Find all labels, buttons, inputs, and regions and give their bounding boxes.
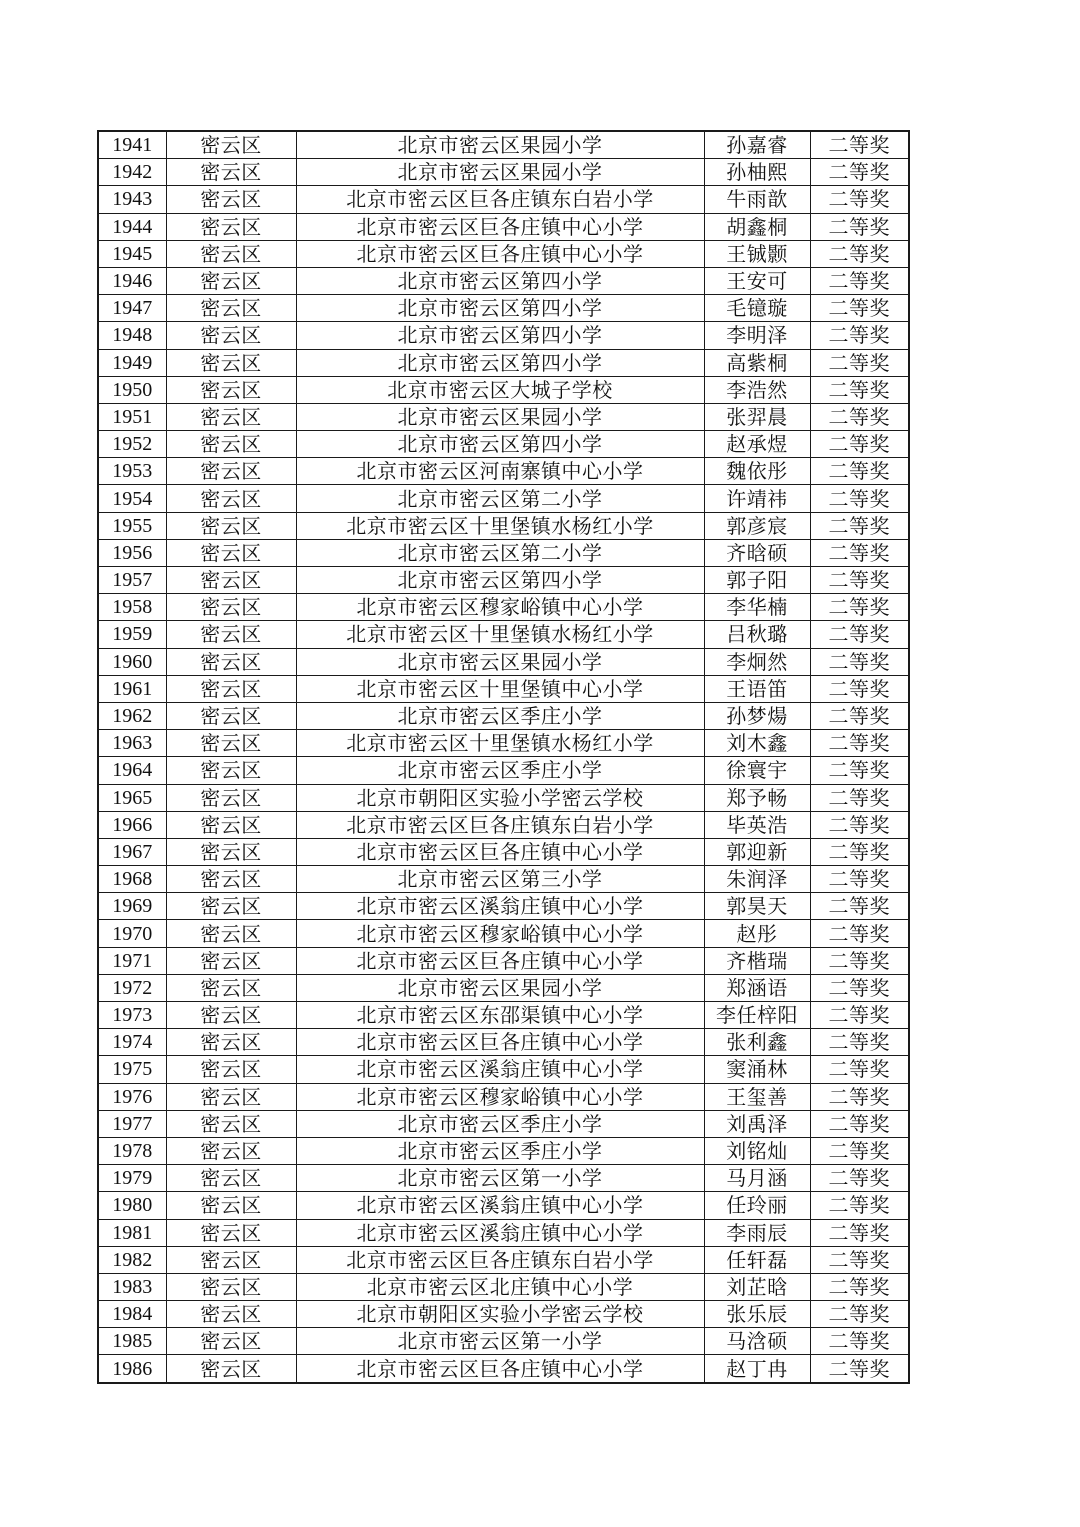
cell-number: 1949 bbox=[98, 349, 166, 376]
cell-student-name: 胡鑫桐 bbox=[704, 213, 810, 240]
cell-school: 北京市密云区果园小学 bbox=[296, 648, 704, 675]
cell-school: 北京市密云区巨各庄镇东白岩小学 bbox=[296, 186, 704, 213]
cell-student-name: 王铖颢 bbox=[704, 240, 810, 267]
table-row bbox=[98, 1192, 909, 1219]
cell-school: 北京市密云区第三小学 bbox=[296, 866, 704, 893]
cell-student-name: 王安可 bbox=[704, 267, 810, 294]
cell-number: 1980 bbox=[98, 1192, 166, 1219]
cell-number: 1950 bbox=[98, 376, 166, 403]
cell-number: 1969 bbox=[98, 893, 166, 920]
table-row bbox=[98, 838, 909, 865]
cell-school: 北京市密云区巨各庄镇中心小学 bbox=[296, 213, 704, 240]
cell-student-name: 李雨辰 bbox=[704, 1219, 810, 1246]
cell-district: 密云区 bbox=[166, 267, 296, 294]
cell-award: 二等奖 bbox=[810, 512, 909, 539]
cell-student-name: 马月涵 bbox=[704, 1165, 810, 1192]
cell-student-name: 郭迎新 bbox=[704, 838, 810, 865]
cell-number: 1986 bbox=[98, 1355, 166, 1383]
cell-district: 密云区 bbox=[166, 186, 296, 213]
table-row bbox=[98, 1110, 909, 1137]
cell-district: 密云区 bbox=[166, 349, 296, 376]
cell-award: 二等奖 bbox=[810, 702, 909, 729]
cell-award: 二等奖 bbox=[810, 594, 909, 621]
cell-number: 1981 bbox=[98, 1219, 166, 1246]
cell-school: 北京市密云区第一小学 bbox=[296, 1328, 704, 1355]
cell-student-name: 郭子阳 bbox=[704, 567, 810, 594]
cell-award: 二等奖 bbox=[810, 1328, 909, 1355]
table-row bbox=[98, 757, 909, 784]
cell-district: 密云区 bbox=[166, 431, 296, 458]
cell-award: 二等奖 bbox=[810, 811, 909, 838]
cell-award: 二等奖 bbox=[810, 267, 909, 294]
cell-award: 二等奖 bbox=[810, 539, 909, 566]
cell-number: 1963 bbox=[98, 730, 166, 757]
cell-student-name: 齐楷瑞 bbox=[704, 947, 810, 974]
cell-district: 密云区 bbox=[166, 594, 296, 621]
cell-district: 密云区 bbox=[166, 376, 296, 403]
table-row bbox=[98, 431, 909, 458]
cell-number: 1985 bbox=[98, 1328, 166, 1355]
cell-district: 密云区 bbox=[166, 947, 296, 974]
cell-school: 北京市密云区穆家峪镇中心小学 bbox=[296, 594, 704, 621]
cell-district: 密云区 bbox=[166, 567, 296, 594]
cell-school: 北京市密云区北庄镇中心小学 bbox=[296, 1273, 704, 1300]
cell-school: 北京市密云区十里堡镇水杨红小学 bbox=[296, 621, 704, 648]
cell-number: 1979 bbox=[98, 1165, 166, 1192]
cell-student-name: 张乐辰 bbox=[704, 1301, 810, 1328]
cell-number: 1946 bbox=[98, 267, 166, 294]
table-row bbox=[98, 186, 909, 213]
cell-student-name: 朱润泽 bbox=[704, 866, 810, 893]
cell-number: 1953 bbox=[98, 458, 166, 485]
cell-school: 北京市密云区第二小学 bbox=[296, 485, 704, 512]
cell-school: 北京市密云区穆家峪镇中心小学 bbox=[296, 1083, 704, 1110]
cell-student-name: 李浩然 bbox=[704, 376, 810, 403]
cell-number: 1984 bbox=[98, 1301, 166, 1328]
cell-student-name: 孙柚熙 bbox=[704, 159, 810, 186]
table-row bbox=[98, 974, 909, 1001]
cell-student-name: 郑涵语 bbox=[704, 974, 810, 1001]
cell-award: 二等奖 bbox=[810, 1056, 909, 1083]
cell-district: 密云区 bbox=[166, 893, 296, 920]
cell-award: 二等奖 bbox=[810, 431, 909, 458]
cell-school: 北京市密云区季庄小学 bbox=[296, 757, 704, 784]
cell-school: 北京市密云区巨各庄镇东白岩小学 bbox=[296, 811, 704, 838]
table-row bbox=[98, 458, 909, 485]
cell-school: 北京市朝阳区实验小学密云学校 bbox=[296, 1301, 704, 1328]
cell-number: 1960 bbox=[98, 648, 166, 675]
cell-award: 二等奖 bbox=[810, 621, 909, 648]
cell-student-name: 郭昊天 bbox=[704, 893, 810, 920]
cell-number: 1978 bbox=[98, 1137, 166, 1164]
cell-award: 二等奖 bbox=[810, 1165, 909, 1192]
cell-district: 密云区 bbox=[166, 458, 296, 485]
cell-award: 二等奖 bbox=[810, 1192, 909, 1219]
cell-student-name: 任轩磊 bbox=[704, 1246, 810, 1273]
cell-number: 1973 bbox=[98, 1002, 166, 1029]
cell-student-name: 牛雨歆 bbox=[704, 186, 810, 213]
cell-school: 北京市密云区果园小学 bbox=[296, 403, 704, 430]
cell-school: 北京市密云区巨各庄镇东白岩小学 bbox=[296, 1246, 704, 1273]
cell-school: 北京市密云区果园小学 bbox=[296, 159, 704, 186]
cell-district: 密云区 bbox=[166, 485, 296, 512]
cell-district: 密云区 bbox=[166, 1165, 296, 1192]
table-row bbox=[98, 131, 909, 159]
cell-district: 密云区 bbox=[166, 1246, 296, 1273]
table-row bbox=[98, 1029, 909, 1056]
table-row bbox=[98, 1056, 909, 1083]
cell-district: 密云区 bbox=[166, 240, 296, 267]
cell-number: 1966 bbox=[98, 811, 166, 838]
cell-school: 北京市密云区第四小学 bbox=[296, 322, 704, 349]
cell-award: 二等奖 bbox=[810, 1083, 909, 1110]
cell-award: 二等奖 bbox=[810, 757, 909, 784]
cell-award: 二等奖 bbox=[810, 784, 909, 811]
cell-school: 北京市密云区东邵渠镇中心小学 bbox=[296, 1002, 704, 1029]
cell-award: 二等奖 bbox=[810, 186, 909, 213]
cell-number: 1965 bbox=[98, 784, 166, 811]
table-row bbox=[98, 1083, 909, 1110]
cell-number: 1952 bbox=[98, 431, 166, 458]
cell-school: 北京市密云区第四小学 bbox=[296, 567, 704, 594]
cell-student-name: 郑予畅 bbox=[704, 784, 810, 811]
cell-number: 1971 bbox=[98, 947, 166, 974]
cell-award: 二等奖 bbox=[810, 974, 909, 1001]
cell-school: 北京市密云区果园小学 bbox=[296, 974, 704, 1001]
cell-student-name: 高紫桐 bbox=[704, 349, 810, 376]
cell-district: 密云区 bbox=[166, 1029, 296, 1056]
award-table-body bbox=[98, 131, 909, 1383]
table-row bbox=[98, 811, 909, 838]
cell-student-name: 毛镱璇 bbox=[704, 295, 810, 322]
cell-student-name: 李任梓阳 bbox=[704, 1002, 810, 1029]
cell-student-name: 许靖祎 bbox=[704, 485, 810, 512]
table-row bbox=[98, 1273, 909, 1300]
cell-award: 二等奖 bbox=[810, 1110, 909, 1137]
cell-award: 二等奖 bbox=[810, 893, 909, 920]
cell-award: 二等奖 bbox=[810, 1246, 909, 1273]
table-row bbox=[98, 594, 909, 621]
cell-student-name: 郭彦宸 bbox=[704, 512, 810, 539]
table-row bbox=[98, 1219, 909, 1246]
cell-district: 密云区 bbox=[166, 811, 296, 838]
cell-number: 1975 bbox=[98, 1056, 166, 1083]
cell-district: 密云区 bbox=[166, 1273, 296, 1300]
cell-district: 密云区 bbox=[166, 702, 296, 729]
table-row bbox=[98, 648, 909, 675]
cell-number: 1958 bbox=[98, 594, 166, 621]
cell-school: 北京市密云区第四小学 bbox=[296, 267, 704, 294]
cell-student-name: 孙梦煬 bbox=[704, 702, 810, 729]
cell-school: 北京市密云区溪翁庄镇中心小学 bbox=[296, 1192, 704, 1219]
cell-district: 密云区 bbox=[166, 1301, 296, 1328]
cell-school: 北京市密云区巨各庄镇中心小学 bbox=[296, 1355, 704, 1383]
cell-student-name: 吕秋璐 bbox=[704, 621, 810, 648]
cell-school: 北京市朝阳区实验小学密云学校 bbox=[296, 784, 704, 811]
table-row bbox=[98, 213, 909, 240]
cell-school: 北京市密云区河南寨镇中心小学 bbox=[296, 458, 704, 485]
table-row bbox=[98, 1002, 909, 1029]
cell-number: 1947 bbox=[98, 295, 166, 322]
cell-school: 北京市密云区第四小学 bbox=[296, 295, 704, 322]
cell-district: 密云区 bbox=[166, 1192, 296, 1219]
cell-school: 北京市密云区十里堡镇水杨红小学 bbox=[296, 730, 704, 757]
cell-district: 密云区 bbox=[166, 1137, 296, 1164]
cell-award: 二等奖 bbox=[810, 322, 909, 349]
cell-number: 1944 bbox=[98, 213, 166, 240]
cell-number: 1977 bbox=[98, 1110, 166, 1137]
cell-award: 二等奖 bbox=[810, 240, 909, 267]
cell-district: 密云区 bbox=[166, 838, 296, 865]
cell-district: 密云区 bbox=[166, 1328, 296, 1355]
cell-number: 1959 bbox=[98, 621, 166, 648]
cell-school: 北京市密云区十里堡镇水杨红小学 bbox=[296, 512, 704, 539]
cell-award: 二等奖 bbox=[810, 866, 909, 893]
cell-number: 1957 bbox=[98, 567, 166, 594]
cell-district: 密云区 bbox=[166, 539, 296, 566]
cell-number: 1976 bbox=[98, 1083, 166, 1110]
cell-award: 二等奖 bbox=[810, 1219, 909, 1246]
cell-award: 二等奖 bbox=[810, 213, 909, 240]
cell-number: 1968 bbox=[98, 866, 166, 893]
cell-school: 北京市密云区季庄小学 bbox=[296, 1137, 704, 1164]
cell-district: 密云区 bbox=[166, 512, 296, 539]
cell-student-name: 赵丁冉 bbox=[704, 1355, 810, 1383]
cell-award: 二等奖 bbox=[810, 838, 909, 865]
cell-district: 密云区 bbox=[166, 1355, 296, 1383]
table-row bbox=[98, 349, 909, 376]
table-row bbox=[98, 376, 909, 403]
cell-school: 北京市密云区巨各庄镇中心小学 bbox=[296, 947, 704, 974]
cell-student-name: 张羿晨 bbox=[704, 403, 810, 430]
cell-number: 1967 bbox=[98, 838, 166, 865]
cell-student-name: 孙嘉睿 bbox=[704, 131, 810, 159]
cell-school: 北京市密云区大城子学校 bbox=[296, 376, 704, 403]
table-row bbox=[98, 1165, 909, 1192]
table-row bbox=[98, 322, 909, 349]
table-row bbox=[98, 403, 909, 430]
cell-school: 北京市密云区果园小学 bbox=[296, 131, 704, 159]
table-row bbox=[98, 267, 909, 294]
cell-award: 二等奖 bbox=[810, 947, 909, 974]
cell-student-name: 徐寰宇 bbox=[704, 757, 810, 784]
cell-award: 二等奖 bbox=[810, 458, 909, 485]
table-row bbox=[98, 1137, 909, 1164]
table-row bbox=[98, 1301, 909, 1328]
table-row bbox=[98, 784, 909, 811]
cell-student-name: 马浛硕 bbox=[704, 1328, 810, 1355]
cell-school: 北京市密云区第一小学 bbox=[296, 1165, 704, 1192]
cell-award: 二等奖 bbox=[810, 1355, 909, 1383]
table-row bbox=[98, 893, 909, 920]
cell-award: 二等奖 bbox=[810, 349, 909, 376]
cell-number: 1955 bbox=[98, 512, 166, 539]
cell-district: 密云区 bbox=[166, 295, 296, 322]
cell-school: 北京市密云区十里堡镇中心小学 bbox=[296, 675, 704, 702]
table-row bbox=[98, 295, 909, 322]
cell-school: 北京市密云区第四小学 bbox=[296, 431, 704, 458]
table-row bbox=[98, 947, 909, 974]
award-table bbox=[97, 130, 910, 1384]
cell-district: 密云区 bbox=[166, 1110, 296, 1137]
cell-number: 1962 bbox=[98, 702, 166, 729]
cell-district: 密云区 bbox=[166, 322, 296, 349]
cell-number: 1970 bbox=[98, 920, 166, 947]
cell-school: 北京市密云区第四小学 bbox=[296, 349, 704, 376]
table-row bbox=[98, 240, 909, 267]
cell-district: 密云区 bbox=[166, 920, 296, 947]
cell-number: 1982 bbox=[98, 1246, 166, 1273]
cell-number: 1948 bbox=[98, 322, 166, 349]
cell-number: 1951 bbox=[98, 403, 166, 430]
cell-district: 密云区 bbox=[166, 974, 296, 1001]
cell-student-name: 李华楠 bbox=[704, 594, 810, 621]
cell-student-name: 王语笛 bbox=[704, 675, 810, 702]
cell-school: 北京市密云区第二小学 bbox=[296, 539, 704, 566]
table-row bbox=[98, 621, 909, 648]
cell-award: 二等奖 bbox=[810, 1029, 909, 1056]
cell-award: 二等奖 bbox=[810, 675, 909, 702]
table-row bbox=[98, 1355, 909, 1383]
cell-district: 密云区 bbox=[166, 648, 296, 675]
cell-number: 1956 bbox=[98, 539, 166, 566]
table-row bbox=[98, 567, 909, 594]
cell-number: 1954 bbox=[98, 485, 166, 512]
cell-district: 密云区 bbox=[166, 1219, 296, 1246]
cell-district: 密云区 bbox=[166, 213, 296, 240]
cell-school: 北京市密云区巨各庄镇中心小学 bbox=[296, 1029, 704, 1056]
cell-number: 1972 bbox=[98, 974, 166, 1001]
cell-award: 二等奖 bbox=[810, 1301, 909, 1328]
cell-district: 密云区 bbox=[166, 403, 296, 430]
cell-number: 1983 bbox=[98, 1273, 166, 1300]
table-row bbox=[98, 159, 909, 186]
cell-student-name: 魏依彤 bbox=[704, 458, 810, 485]
cell-school: 北京市密云区溪翁庄镇中心小学 bbox=[296, 1219, 704, 1246]
cell-student-name: 齐晗硕 bbox=[704, 539, 810, 566]
table-row bbox=[98, 1246, 909, 1273]
cell-number: 1945 bbox=[98, 240, 166, 267]
cell-number: 1974 bbox=[98, 1029, 166, 1056]
cell-award: 二等奖 bbox=[810, 376, 909, 403]
cell-student-name: 任玲丽 bbox=[704, 1192, 810, 1219]
cell-number: 1942 bbox=[98, 159, 166, 186]
cell-award: 二等奖 bbox=[810, 159, 909, 186]
table-row bbox=[98, 512, 909, 539]
cell-student-name: 刘木鑫 bbox=[704, 730, 810, 757]
cell-student-name: 赵彤 bbox=[704, 920, 810, 947]
table-row bbox=[98, 702, 909, 729]
cell-school: 北京市密云区季庄小学 bbox=[296, 1110, 704, 1137]
cell-district: 密云区 bbox=[166, 730, 296, 757]
cell-student-name: 刘芷晗 bbox=[704, 1273, 810, 1300]
cell-award: 二等奖 bbox=[810, 403, 909, 430]
cell-award: 二等奖 bbox=[810, 131, 909, 159]
cell-award: 二等奖 bbox=[810, 295, 909, 322]
cell-school: 北京市密云区溪翁庄镇中心小学 bbox=[296, 1056, 704, 1083]
cell-student-name: 刘铭灿 bbox=[704, 1137, 810, 1164]
table-row bbox=[98, 1328, 909, 1355]
cell-student-name: 窦涌林 bbox=[704, 1056, 810, 1083]
cell-award: 二等奖 bbox=[810, 648, 909, 675]
cell-student-name: 李明泽 bbox=[704, 322, 810, 349]
cell-district: 密云区 bbox=[166, 159, 296, 186]
cell-award: 二等奖 bbox=[810, 1002, 909, 1029]
cell-award: 二等奖 bbox=[810, 1273, 909, 1300]
cell-district: 密云区 bbox=[166, 784, 296, 811]
cell-district: 密云区 bbox=[166, 675, 296, 702]
table-row bbox=[98, 730, 909, 757]
cell-school: 北京市密云区穆家峪镇中心小学 bbox=[296, 920, 704, 947]
cell-district: 密云区 bbox=[166, 757, 296, 784]
cell-award: 二等奖 bbox=[810, 485, 909, 512]
cell-award: 二等奖 bbox=[810, 567, 909, 594]
cell-student-name: 王玺善 bbox=[704, 1083, 810, 1110]
table-row bbox=[98, 485, 909, 512]
cell-district: 密云区 bbox=[166, 1083, 296, 1110]
table-row bbox=[98, 920, 909, 947]
cell-award: 二等奖 bbox=[810, 920, 909, 947]
cell-student-name: 李炯然 bbox=[704, 648, 810, 675]
cell-award: 二等奖 bbox=[810, 730, 909, 757]
cell-number: 1961 bbox=[98, 675, 166, 702]
cell-number: 1941 bbox=[98, 131, 166, 159]
table-row bbox=[98, 675, 909, 702]
cell-district: 密云区 bbox=[166, 131, 296, 159]
cell-number: 1943 bbox=[98, 186, 166, 213]
cell-school: 北京市密云区溪翁庄镇中心小学 bbox=[296, 893, 704, 920]
cell-district: 密云区 bbox=[166, 866, 296, 893]
cell-district: 密云区 bbox=[166, 1002, 296, 1029]
cell-district: 密云区 bbox=[166, 621, 296, 648]
table-row bbox=[98, 539, 909, 566]
cell-student-name: 刘禹泽 bbox=[704, 1110, 810, 1137]
cell-award: 二等奖 bbox=[810, 1137, 909, 1164]
cell-student-name: 张利鑫 bbox=[704, 1029, 810, 1056]
cell-district: 密云区 bbox=[166, 1056, 296, 1083]
cell-student-name: 毕英浩 bbox=[704, 811, 810, 838]
cell-school: 北京市密云区季庄小学 bbox=[296, 702, 704, 729]
cell-school: 北京市密云区巨各庄镇中心小学 bbox=[296, 240, 704, 267]
table-row bbox=[98, 866, 909, 893]
cell-school: 北京市密云区巨各庄镇中心小学 bbox=[296, 838, 704, 865]
cell-number: 1964 bbox=[98, 757, 166, 784]
cell-student-name: 赵承煜 bbox=[704, 431, 810, 458]
